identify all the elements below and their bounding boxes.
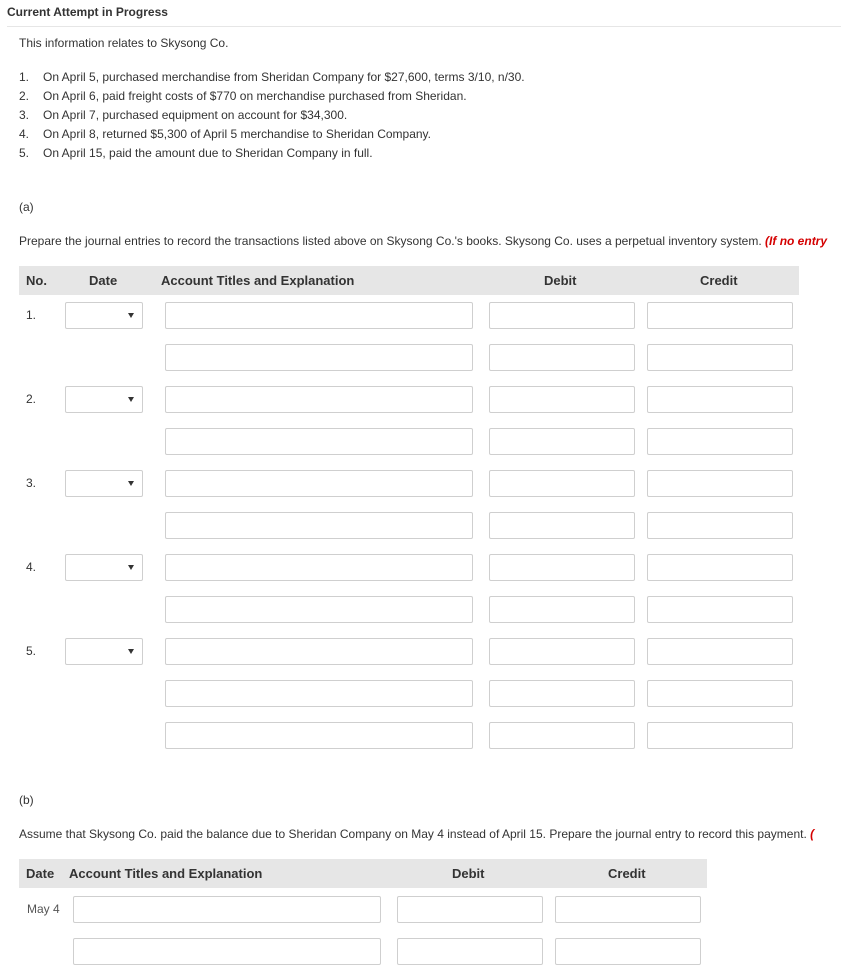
debit-input[interactable] xyxy=(489,512,635,539)
credit-input[interactable] xyxy=(647,428,793,455)
credit-input[interactable] xyxy=(647,386,793,413)
part-b-instruction: Assume that Skysong Co. paid the balance due to Sheridan Company on May 4 instead of April 15. Prepare the journal entry to record this payment. ( xyxy=(19,827,815,841)
col-account: Account Titles and Explanation xyxy=(161,273,355,288)
part-a-instruction: Prepare the journal entries to record the transactions listed above on Skysong Co.'s books. Skysong Co. uses a perpetual inventory system. (If no entry xyxy=(19,234,828,248)
account-input[interactable] xyxy=(165,596,473,623)
debit-input[interactable] xyxy=(397,896,543,923)
account-input[interactable] xyxy=(165,638,473,665)
debit-input[interactable] xyxy=(489,344,635,371)
entry-number: 3. xyxy=(26,476,37,490)
credit-input[interactable] xyxy=(647,512,793,539)
col-debit: Debit xyxy=(544,273,577,288)
credit-input[interactable] xyxy=(647,344,793,371)
account-input[interactable] xyxy=(165,302,473,329)
credit-input[interactable] xyxy=(647,680,793,707)
col-date: Date xyxy=(89,273,118,288)
account-input[interactable] xyxy=(73,896,381,923)
header-divider xyxy=(7,26,841,27)
credit-input[interactable] xyxy=(647,722,793,749)
transaction-list xyxy=(19,69,525,164)
account-input[interactable] xyxy=(165,680,473,707)
col-date: Date xyxy=(26,866,55,881)
account-input[interactable] xyxy=(165,554,473,581)
col-account: Account Titles and Explanation xyxy=(69,866,263,881)
debit-input[interactable] xyxy=(489,470,635,497)
account-input[interactable] xyxy=(165,344,473,371)
journal-table-header xyxy=(19,266,799,295)
account-input[interactable] xyxy=(165,722,473,749)
account-input[interactable] xyxy=(165,470,473,497)
date-select[interactable] xyxy=(65,638,143,665)
part-b-label: (b) xyxy=(19,793,34,807)
col-debit: Debit xyxy=(452,866,485,881)
transaction-item: 3. On April 7, purchased equipment on account for $34,300. xyxy=(19,108,348,122)
chevron-down-icon xyxy=(128,397,134,402)
chevron-down-icon xyxy=(128,313,134,318)
debit-input[interactable] xyxy=(397,938,543,965)
credit-input[interactable] xyxy=(647,470,793,497)
entry-number: 5. xyxy=(26,644,37,658)
date-select[interactable] xyxy=(65,554,143,581)
account-input[interactable] xyxy=(73,938,381,965)
transaction-item: 4. On April 8, returned $5,300 of April 5 merchandise to Sheridan Company. xyxy=(19,127,432,141)
debit-input[interactable] xyxy=(489,722,635,749)
credit-input[interactable] xyxy=(647,302,793,329)
credit-input[interactable] xyxy=(647,554,793,581)
no-entry-note: (If no entry xyxy=(765,234,828,248)
credit-input[interactable] xyxy=(555,938,701,965)
transaction-item: 5. On April 15, paid the amount due to Sheridan Company in full. xyxy=(19,146,373,160)
col-no: No. xyxy=(26,273,47,288)
may4-date-label: May 4 xyxy=(27,902,60,916)
chevron-down-icon xyxy=(128,481,134,486)
attempt-status-title: Current Attempt in Progress xyxy=(7,5,168,19)
debit-input[interactable] xyxy=(489,680,635,707)
credit-input[interactable] xyxy=(647,596,793,623)
entry-number: 1. xyxy=(26,308,37,322)
journal-table-header-b xyxy=(19,859,707,888)
credit-input[interactable] xyxy=(647,638,793,665)
transaction-item: 1. On April 5, purchased merchandise from Sheridan Company for $27,600, terms 3/10, n/30. xyxy=(19,70,525,84)
entry-number: 2. xyxy=(26,392,37,406)
debit-input[interactable] xyxy=(489,596,635,623)
no-entry-note: ( xyxy=(810,827,815,841)
date-select[interactable] xyxy=(65,302,143,329)
debit-input[interactable] xyxy=(489,638,635,665)
entry-number: 4. xyxy=(26,560,37,574)
account-input[interactable] xyxy=(165,512,473,539)
date-select[interactable] xyxy=(65,386,143,413)
date-select[interactable] xyxy=(65,470,143,497)
chevron-down-icon xyxy=(128,649,134,654)
col-credit: Credit xyxy=(608,866,646,881)
account-input[interactable] xyxy=(165,428,473,455)
debit-input[interactable] xyxy=(489,554,635,581)
col-credit: Credit xyxy=(700,273,738,288)
chevron-down-icon xyxy=(128,565,134,570)
transaction-item: 2. On April 6, paid freight costs of $770 on merchandise purchased from Sheridan. xyxy=(19,89,467,103)
account-input[interactable] xyxy=(165,386,473,413)
part-a-label: (a) xyxy=(19,200,34,214)
credit-input[interactable] xyxy=(555,896,701,923)
debit-input[interactable] xyxy=(489,386,635,413)
intro-text: This information relates to Skysong Co. xyxy=(19,36,229,50)
debit-input[interactable] xyxy=(489,428,635,455)
debit-input[interactable] xyxy=(489,302,635,329)
